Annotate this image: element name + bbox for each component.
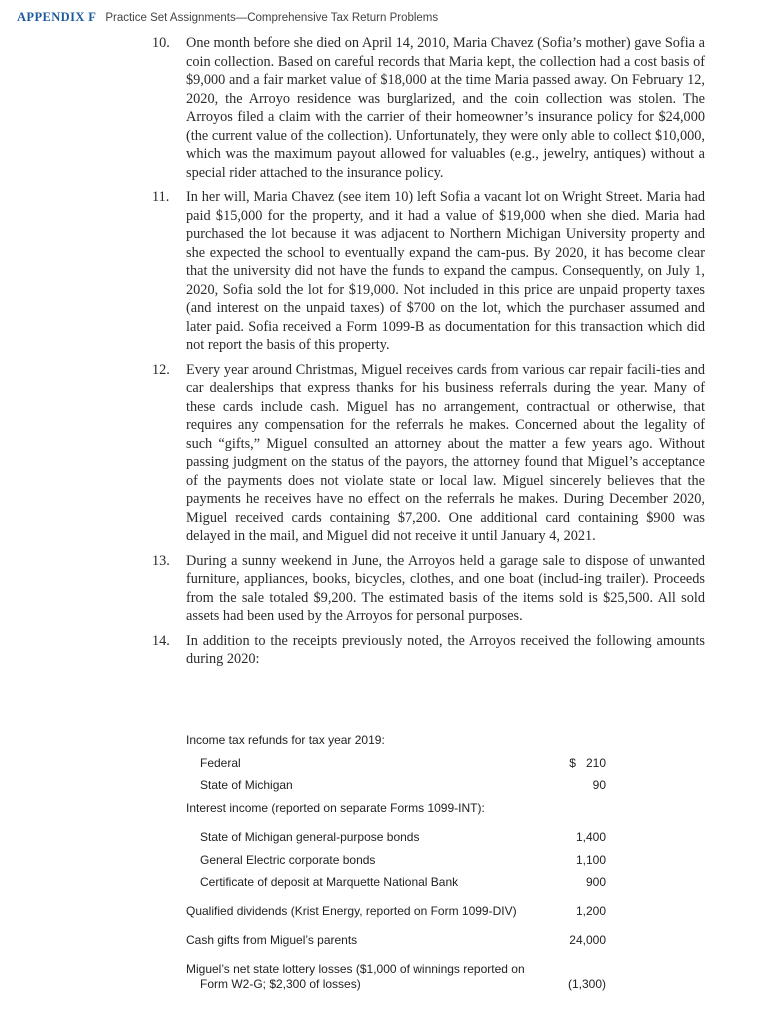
row-amount: (1,300) <box>567 977 606 992</box>
row-label: Interest income (reported on separate Forms 1099-INT): <box>186 801 485 816</box>
table-row <box>186 904 606 919</box>
receipts-table <box>186 733 606 1000</box>
table-row <box>186 830 606 845</box>
problem-item-12 <box>152 361 705 546</box>
row-label: General Electric corporate bonds <box>200 852 376 867</box>
problem-item-13 <box>152 552 705 626</box>
table-row-heading <box>186 733 606 748</box>
section-title: Practice Set Assignments—Comprehensive Tax Return Problems <box>105 12 439 24</box>
table-row <box>186 875 606 890</box>
item-text: In addition to the receipts previously noted, the Arroyos received the following amounts during 2020: <box>186 632 705 667</box>
item-number: 12. <box>152 361 170 378</box>
problem-item-11 <box>152 188 705 355</box>
row-amount: 90 <box>592 778 606 793</box>
row-amount: 1,400 <box>575 830 606 845</box>
row-amount: 900 <box>585 875 606 890</box>
table-row <box>186 962 606 992</box>
row-label: Certificate of deposit at Marquette National Bank <box>200 875 459 890</box>
row-label: Qualified dividends (Krist Energy, reported on Form 1099-DIV) <box>186 904 517 919</box>
item-number: 14. <box>152 632 170 649</box>
item-number: 11. <box>152 189 170 205</box>
row-amount: 24,000 <box>569 933 606 948</box>
item-text: During a sunny weekend in June, the Arroyos held a garage sale to dispose of unwanted furniture, appliances, books, bicycles, clothes, and one boat (includ-ing trailer). Proceeds from the sale totaled $9,200. The estimated basis of the items sold is $25,500. All sold assets had been used by the Arroyos for personal purposes. <box>186 552 705 624</box>
row-amount: 1,200 <box>575 904 606 919</box>
row-amount: 1,100 <box>575 852 606 867</box>
item-text: One month before she died on April 14, 2010, Maria Chavez (Sofia’s mother) gave Sofia a coin collection. Based on careful records that Maria kept, the collection had a cost basis of $9,000 and a fair market value of $18,000 at the time Maria passed away. On February 12, 2020, the Arroyo residence was burglarized, and the coin collection was stolen. The Arroyos filed a claim with the carrier of their homeowner’s insurance policy for $24,000 (the current value of the collection). Unfortunately, they were only able to collect $10,000, which was the maximum payout allowed for valuables (e.g., jewelry, antiques) without a special rider attached to the insurance policy. <box>186 35 705 181</box>
table-row-heading <box>186 801 606 816</box>
row-amount: $ 210 <box>569 755 606 770</box>
problem-list <box>152 34 705 675</box>
appendix-label: APPENDIX F <box>17 10 97 24</box>
problem-item-10 <box>152 34 705 182</box>
item-text: Every year around Christmas, Miguel receives cards from various car repair facili-ties and car dealerships that express thanks for his business referrals during the year. Many of these cards include cash. Miguel has no arrangement, contractual or otherwise, that requires any compensation for the referrals he makes. Concerned about the legality of such “gifts,” Miguel consulted an attorney about the matter a few years ago. Without passing judgment on the status of the payors, the attorney found that Miguel’s acceptance of the payments does not violate state or local law. Miguel sincerely believes that the payments he receives have no effect on the referrals he makes. During December 2020, Miguel received cards containing $7,200. One additional card containing $900 was delayed in the mail, and Miguel did not receive it until January 4, 2021. <box>186 361 705 544</box>
row-label: Federal <box>200 755 241 770</box>
table-row <box>186 778 606 793</box>
item-text: In her will, Maria Chavez (see item 10) left Sofia a vacant lot on Wright Street. Maria had paid $15,000 for the property, and it had a value of $19,000 when she died. Maria had purchased the lot because it was adjacent to Northern Michigan University property and she expected the school to eventually expand the cam-pus. By 2020, it has become clear that the university did not have the funds to expand the campus. Consequently, on July 1, 2020, Sofia sold the lot for $19,000. Not included in this price are unpaid property taxes (and interest on the unpaid taxes) of $700 on the lot, which the purchaser assumed and later paid. Sofia received a Form 1099-B as documentation for this transaction which did not report the basis of this property. <box>186 189 705 353</box>
item-number: 10. <box>152 35 170 51</box>
running-head <box>17 8 438 26</box>
row-label: Income tax refunds for tax year 2019: <box>186 733 385 747</box>
table-row <box>186 933 606 948</box>
row-label: State of Michigan <box>200 778 293 793</box>
table-row <box>186 756 606 771</box>
row-label: Miguel’s net state lottery losses ($1,000 of winnings reported on Form W2-G; $2,300 of losses) <box>186 962 525 992</box>
problem-item-14 <box>152 632 705 669</box>
table-row <box>186 853 606 868</box>
row-label: State of Michigan general-purpose bonds <box>200 830 420 845</box>
row-label: Cash gifts from Miguel’s parents <box>186 933 358 948</box>
item-number: 13. <box>152 552 170 569</box>
